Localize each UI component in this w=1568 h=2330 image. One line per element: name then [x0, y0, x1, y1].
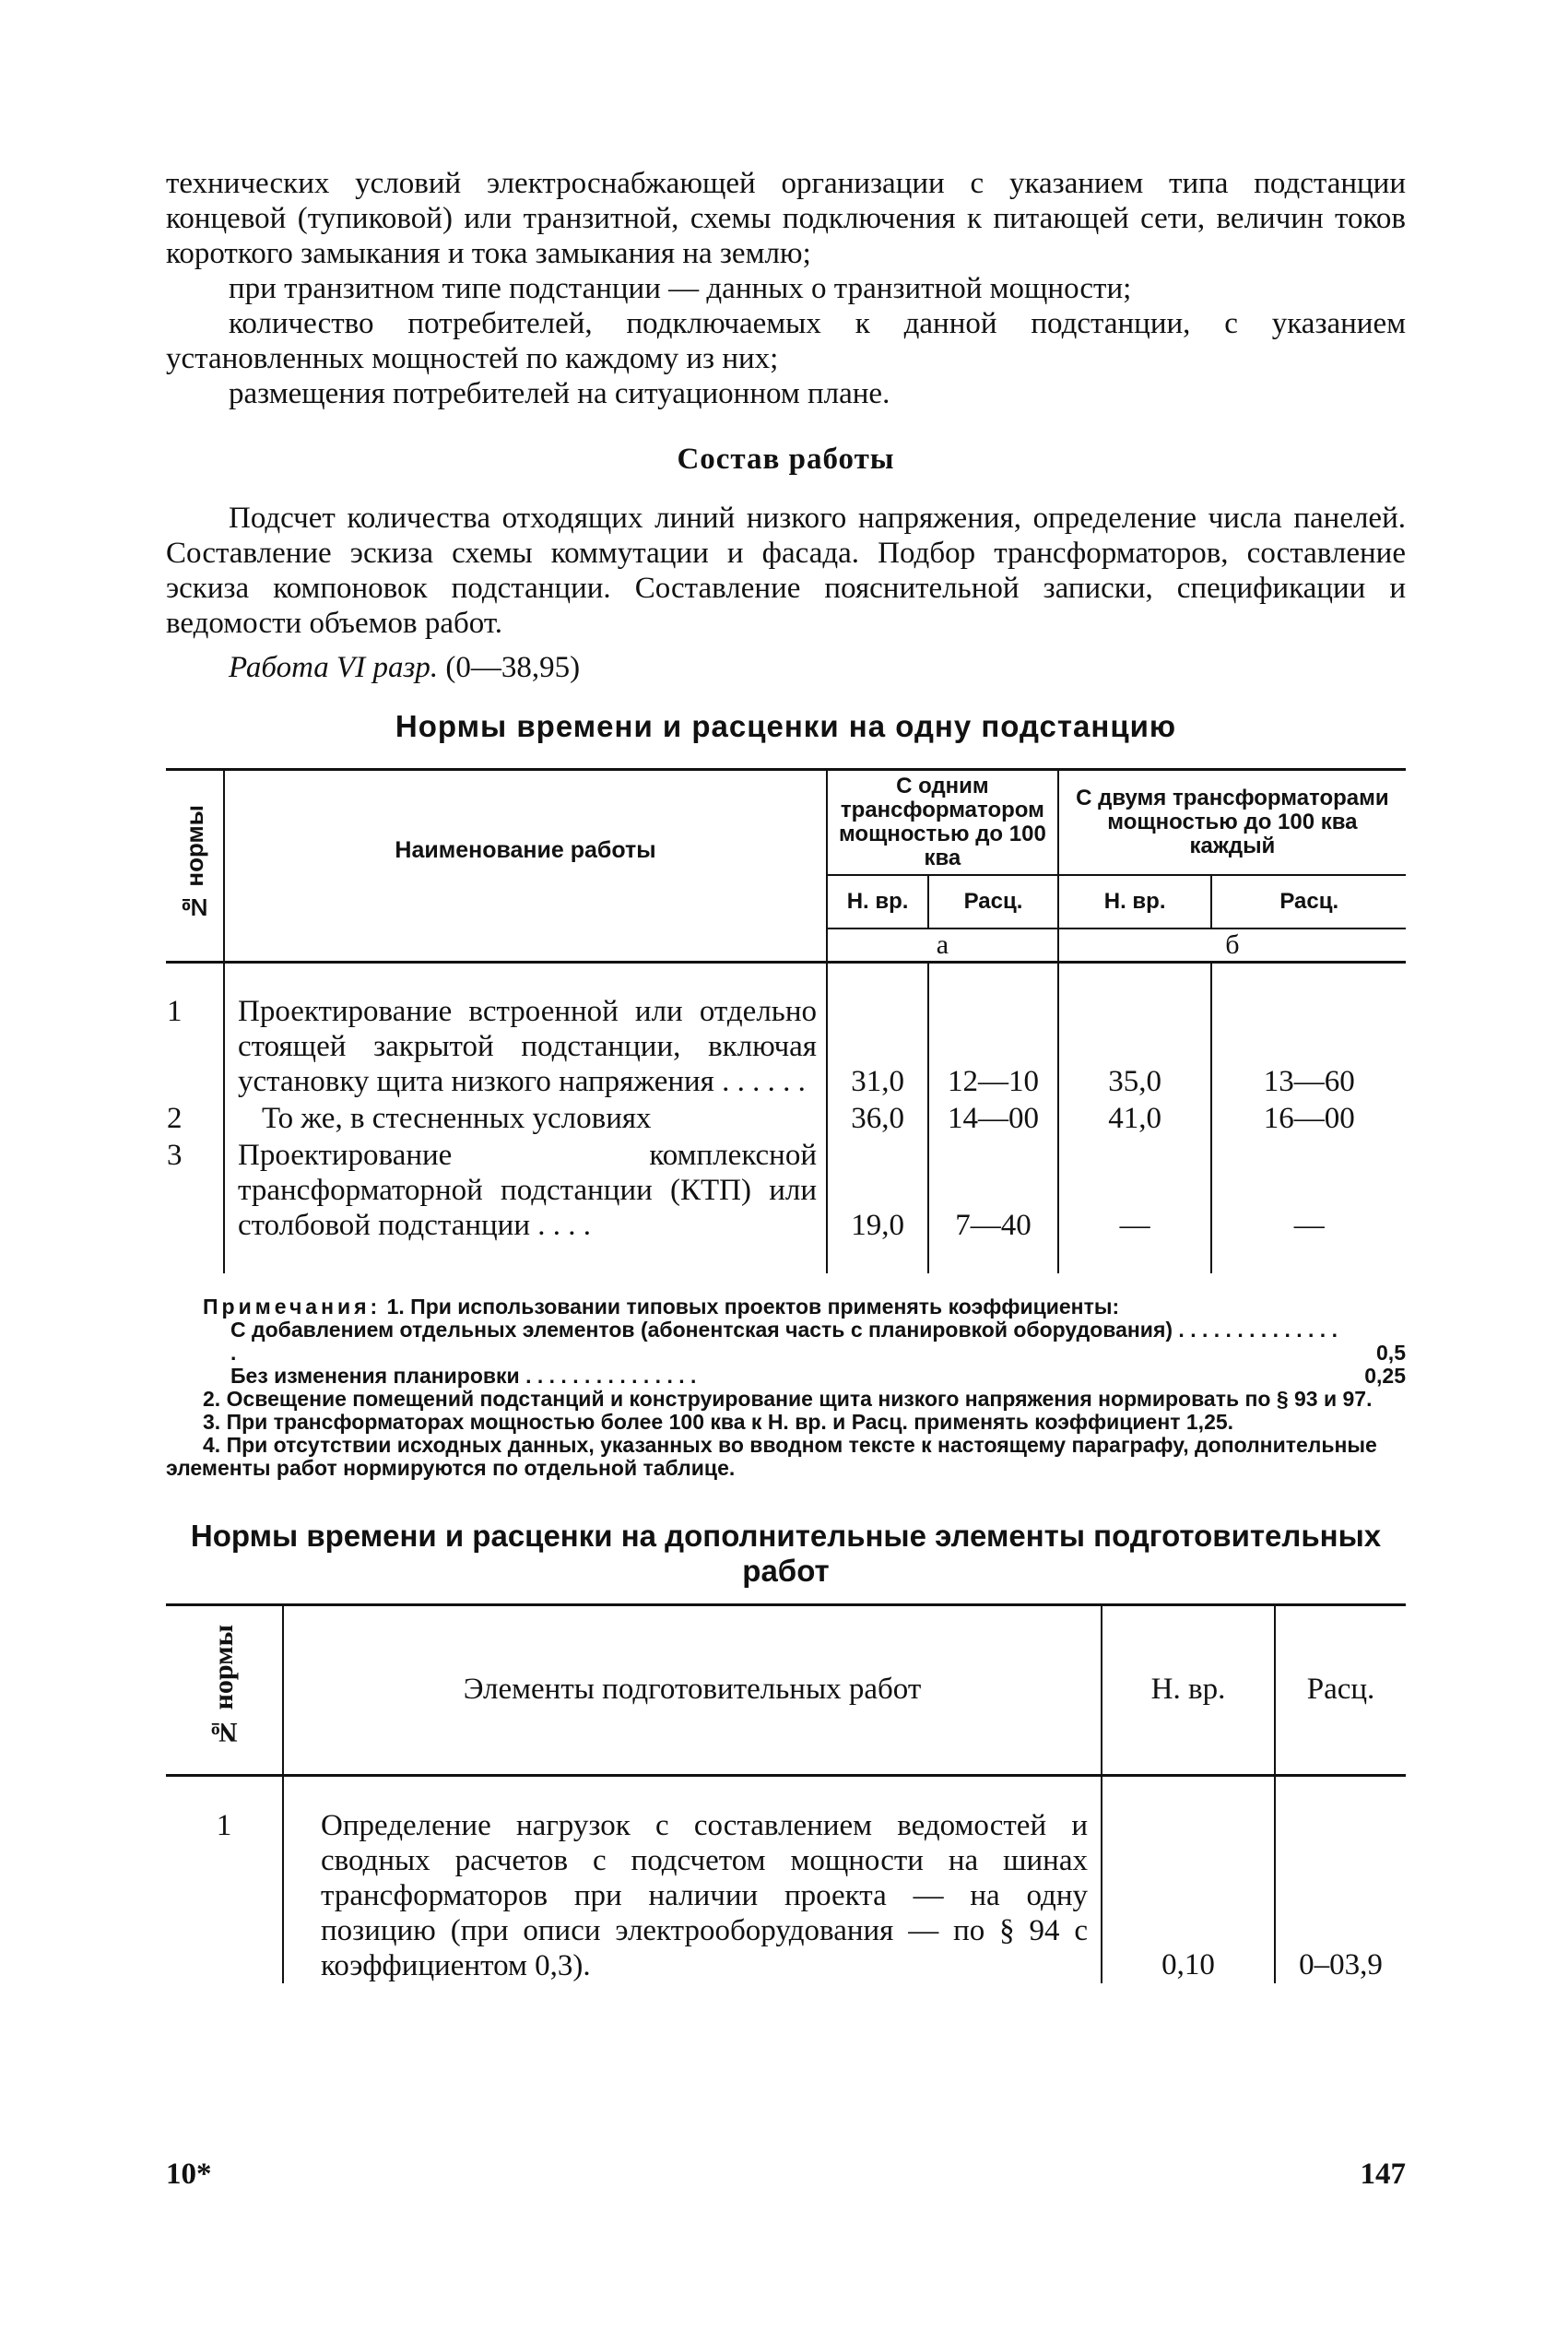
- t1-header-group-b: С двумя трансформаторами мощностью до 100 ква каждый: [1058, 770, 1406, 876]
- norms-table-1: [166, 768, 1406, 1273]
- t1-header-num: [166, 770, 224, 963]
- t1-row2-b-rasc: 16—00: [1211, 1100, 1406, 1137]
- t1-row3-b-nvr: —: [1058, 1137, 1212, 1244]
- t1-letter-b: б: [1058, 928, 1406, 963]
- t1-header-a-nvr: Н. вр.: [827, 875, 928, 928]
- t2-header-name: Элементы подготовительных работ: [283, 1605, 1102, 1776]
- t1-row3-name: Проектирование комплексной трансформаторной подстанции (КТП) или столбовой подстанции . . . .: [224, 1137, 827, 1244]
- table-row: [166, 1100, 1406, 1137]
- t1-row2-a-nvr: 36,0: [827, 1100, 928, 1137]
- work-grade-value: (0—38,95): [445, 651, 581, 684]
- note-4: 4. При отсутствии исходных данных, указанных во вводном тексте к настоящему параграфу, дополнительные элементы работ нормируются по отдельной таблице.: [166, 1433, 1377, 1480]
- t1-header-b-nvr: Н. вр.: [1058, 875, 1212, 928]
- t1-header-name: Наименование работы: [224, 770, 827, 929]
- t2-header-rasc: Расц.: [1275, 1605, 1406, 1776]
- t1-header-empty: [224, 928, 827, 963]
- t1-letter-a: а: [827, 928, 1058, 963]
- t1-row1-num: 1: [167, 995, 183, 1028]
- t1-row2-a-rasc: 14—00: [928, 1100, 1058, 1137]
- table-row: [166, 993, 1406, 1100]
- t2-header-nvr: Н. вр.: [1102, 1605, 1275, 1776]
- t1-row2-b-nvr: 41,0: [1058, 1100, 1212, 1137]
- intro-paragraph-4: размещения потребителей на ситуационном плане.: [229, 377, 890, 410]
- t1-row3-b-rasc: —: [1211, 1137, 1406, 1244]
- table1-title: Нормы времени и расценки на одну подстанцию: [395, 709, 1177, 743]
- note-1b-label: Без изменения планировки . . . . . . . . . . . . . . .: [230, 1365, 697, 1388]
- t1-row1-b-nvr: 35,0: [1058, 993, 1212, 1100]
- note-1a-value: 0,5: [1376, 1341, 1406, 1365]
- note-1b: [166, 1365, 1406, 1388]
- intro-paragraph-3: количество потребителей, подключаемых к данной подстанции, с указанием установленных мощностей по каждому из них;: [166, 307, 1406, 375]
- t1-header-b-rasc: Расц.: [1211, 875, 1406, 928]
- t1-header-a-rasc: Расц.: [928, 875, 1058, 928]
- t2-header-num-text: № нормы: [208, 1625, 239, 1747]
- work-grade-label: Работа VI разр.: [229, 651, 439, 684]
- work-grade-line: [166, 650, 1406, 685]
- t1-header-group-a: С одним трансформатором мощностью до 100 ква: [827, 770, 1058, 876]
- intro-paragraph-2: при транзитном типе подстанции — данных о транзитной мощности;: [229, 272, 1132, 305]
- table2-title: Нормы времени и расценки на дополнительные элементы подготовительных работ: [190, 1519, 1382, 1588]
- t1-row1-name: Проектирование встроенной или отдельно стоящей закрытой подстанции, включая установку щита низкого напряжения . . . . . .: [224, 993, 827, 1100]
- t2-row1-nvr: 0,10: [1102, 1775, 1275, 1983]
- t1-row3-a-rasc: 7—40: [928, 1137, 1058, 1244]
- t1-row1-a-nvr: 31,0: [827, 993, 928, 1100]
- t1-row3-num: 3: [167, 1139, 183, 1172]
- work-description: Подсчет количества отходящих линий низкого напряжения, определение числа панелей. Составление эскиза схемы коммутации и фасада. Подбор трансформаторов, составление эскиза компоновок подстанции. Составление пояснительной записки, спецификации и ведомости объемов работ.: [166, 502, 1406, 640]
- t1-header-num-text: № нормы: [181, 805, 208, 921]
- note-2: 2. Освещение помещений подстанций и конструирование щита низкого напряжения нормировать по § 93 и 97.: [203, 1387, 1373, 1411]
- t1-row1-b-rasc: 13—60: [1211, 993, 1406, 1100]
- intro-paragraph-1: технических условий электроснабжающей организации с указанием типа подстанции концевой (тупиковой) или транзитной, схемы подключения к питающей сети, величин токов короткого замыкания и тока замыкания на землю;: [166, 167, 1406, 270]
- document-page: [166, 166, 1406, 1983]
- t2-row1-name: Определение нагрузок с составлением ведомостей и сводных расчетов с подсчетом мощности на шинах трансформаторов при наличии проекта — на одну позицию (при описи электрооборудования — по § 94 с коэффициентом 0,3).: [283, 1775, 1102, 1983]
- note-1-text: 1. При использовании типовых проектов применять коэффициенты:: [386, 1295, 1120, 1319]
- notes-block: [166, 1295, 1406, 1480]
- t2-row1-rasc: 0–03,9: [1275, 1775, 1406, 1983]
- page-number: 147: [1360, 2158, 1406, 2191]
- note-1a-label: С добавлением отдельных элементов (абонентская часть с планировкой оборудования) . . . . . . . . . . . . . . .: [230, 1319, 1338, 1365]
- note-1b-value: 0,25: [1364, 1364, 1406, 1388]
- note-1: [166, 1295, 1406, 1319]
- t2-row1-num: 1: [216, 1808, 232, 1842]
- t1-row2-num: 2: [167, 1102, 183, 1135]
- t1-row2-name: То же, в стесненных условиях: [224, 1100, 827, 1137]
- table-row: [166, 1775, 1406, 1983]
- table-row: [166, 1137, 1406, 1244]
- note-1a: [166, 1319, 1406, 1365]
- norms-table-2: [166, 1603, 1406, 1983]
- t1-row3-a-nvr: 19,0: [827, 1137, 928, 1244]
- notes-label: Примечания:: [203, 1295, 382, 1319]
- section-title-work: Состав работы: [677, 443, 895, 476]
- t1-row1-a-rasc: 12—10: [928, 993, 1058, 1100]
- signature-mark: 10*: [166, 2158, 212, 2191]
- note-3: 3. При трансформаторах мощностью более 100 ква к Н. вр. и Расц. применять коэффициент 1,25.: [203, 1410, 1234, 1434]
- t2-header-num: [166, 1605, 283, 1776]
- page-footer: [166, 2158, 1406, 2192]
